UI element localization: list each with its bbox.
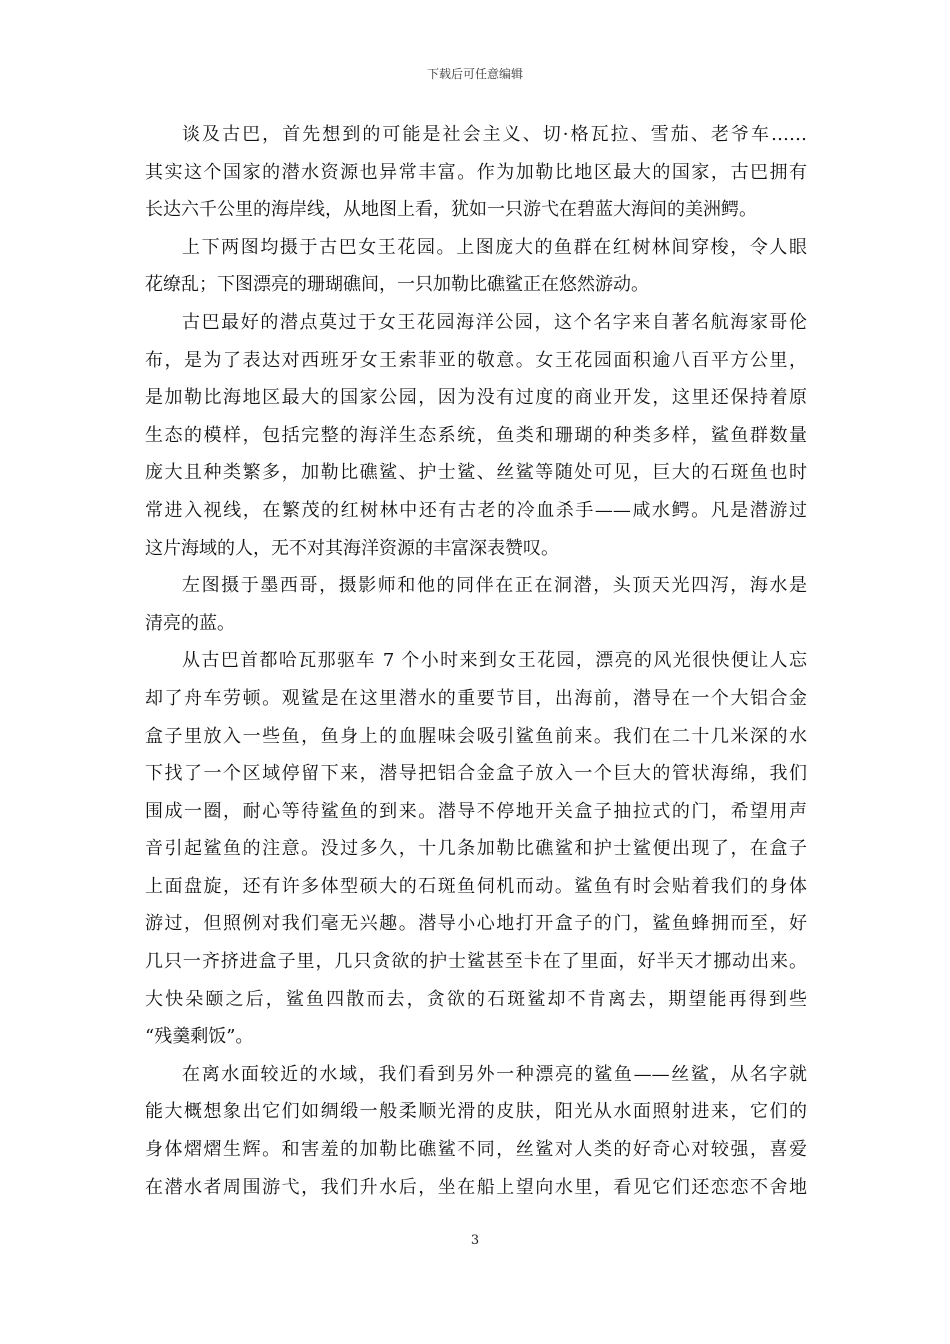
paragraph-line: 从古巴首都哈瓦那驱车 7 个小时来到女王花园，漂亮的风光很快便让人忘 <box>182 650 807 672</box>
paragraph-line: 大快朵颐之后，鲨鱼四散而去，贪欲的石斑鲨却不肯离去，期望能再得到些 <box>145 988 807 1010</box>
paragraph <box>145 567 807 642</box>
paragraph <box>145 642 807 1056</box>
paragraph-line: 上下两图均摄于古巴女王花园。上图庞大的鱼群在红树林间穿梭，令人眼 <box>182 236 807 258</box>
paragraph-line: 围成一圈，耐心等待鲨鱼的到来。潜导不停地开关盒子抽拉式的门，希望用声 <box>145 800 807 822</box>
paragraph-line: 下找了一个区域停留下来，潜导把铝合金盒子放入一个巨大的管状海绵，我们 <box>145 763 807 785</box>
paragraph-line: 谈及古巴，首先想到的可能是社会主义、切·格瓦拉、雪茄、老爷车…… <box>182 124 807 145</box>
paragraph-line: 其实这个国家的潜水资源也异常丰富。作为加勒比地区最大的国家，古巴拥有 <box>145 161 807 183</box>
paragraph-line: 常进入视线，在繁茂的红树林中还有古老的冷血杀手——咸水鳄。凡是潜游过 <box>145 499 807 521</box>
paragraph-line: 是加勒比海地区最大的国家公园，因为没有过度的商业开发，这里还保持着原 <box>145 387 807 409</box>
paragraph <box>145 116 807 229</box>
paragraph-line: 庞大且种类繁多，加勒比礁鲨、护士鲨、丝鲨等随处可见，巨大的石斑鱼也时 <box>145 462 807 484</box>
paragraph-line: 盒子里放入一些鱼，鱼身上的血腥味会吸引鲨鱼前来。我们在二十几米深的水 <box>145 725 807 747</box>
paragraph-line: 在潜水者周围游弋，我们升水后，坐在船上望向水里，看见它们还恋恋不舍地 <box>145 1176 807 1198</box>
page-number: 3 <box>470 1233 480 1248</box>
paragraph-line: 这片海域的人，无不对其海洋资源的丰富深表赞叹。 <box>145 537 559 559</box>
paragraph <box>145 1056 807 1206</box>
paragraph-line: 音引起鲨鱼的注意。没过多久，十几条加勒比礁鲨和护士鲨便出现了，在盒子 <box>145 838 807 860</box>
body-text <box>145 116 807 1206</box>
paragraph-line: 游过，但照例对我们毫无兴趣。潜导小心地打开盒子的门，鲨鱼蜂拥而至，好 <box>145 913 807 935</box>
page-header: 下载后可任意编辑 <box>426 67 523 81</box>
paragraph-line: 清亮的蓝。 <box>145 612 235 634</box>
paragraph-line: “残羹剩饭”。 <box>145 1026 254 1048</box>
paragraph <box>145 304 807 567</box>
paragraph-line: 布，是为了表达对西班牙女王索菲亚的敬意。女王花园面积逾八百平方公里， <box>145 349 807 371</box>
paragraph-line: 却了舟车劳顿。观鲨是在这里潜水的重要节目，出海前，潜导在一个大铝合金 <box>145 687 807 709</box>
paragraph <box>145 229 807 304</box>
paragraph-line: 上面盘旋，还有许多体型硕大的石斑鱼伺机而动。鲨鱼有时会贴着我们的身体 <box>145 875 807 897</box>
paragraph-line: 几只一齐挤进盒子里，几只贪欲的护士鲨甚至卡在了里面，好半天才挪动出来。 <box>145 951 807 973</box>
paragraph-line: 在离水面较近的水域，我们看到另外一种漂亮的鲨鱼——丝鲨，从名字就 <box>182 1063 807 1085</box>
paragraph-line: 左图摄于墨西哥，摄影师和他的同伴在正在洞潜，头顶天光四泻，海水是 <box>182 575 807 597</box>
paragraph-line: 古巴最好的潜点莫过于女王花园海洋公园，这个名字来自著名航海家哥伦 <box>182 311 807 333</box>
paragraph-line: 花缭乱；下图漂亮的珊瑚礁间，一只加勒比礁鲨正在悠然游动。 <box>145 274 649 296</box>
paragraph-line: 生态的模样，包括完整的海洋生态系统，鱼类和珊瑚的种类多样，鲨鱼群数量 <box>145 424 807 446</box>
paragraph-line: 能大概想象出它们如绸缎一般柔顺光滑的皮肤，阳光从水面照射进来，它们的 <box>145 1101 807 1123</box>
paragraph-line: 身体熠熠生辉。和害羞的加勒比礁鲨不同，丝鲨对人类的好奇心对较强，喜爱 <box>145 1139 807 1161</box>
paragraph-line: 长达六千公里的海岸线，从地图上看，犹如一只游弋在碧蓝大海间的美洲鳄。 <box>145 199 757 221</box>
